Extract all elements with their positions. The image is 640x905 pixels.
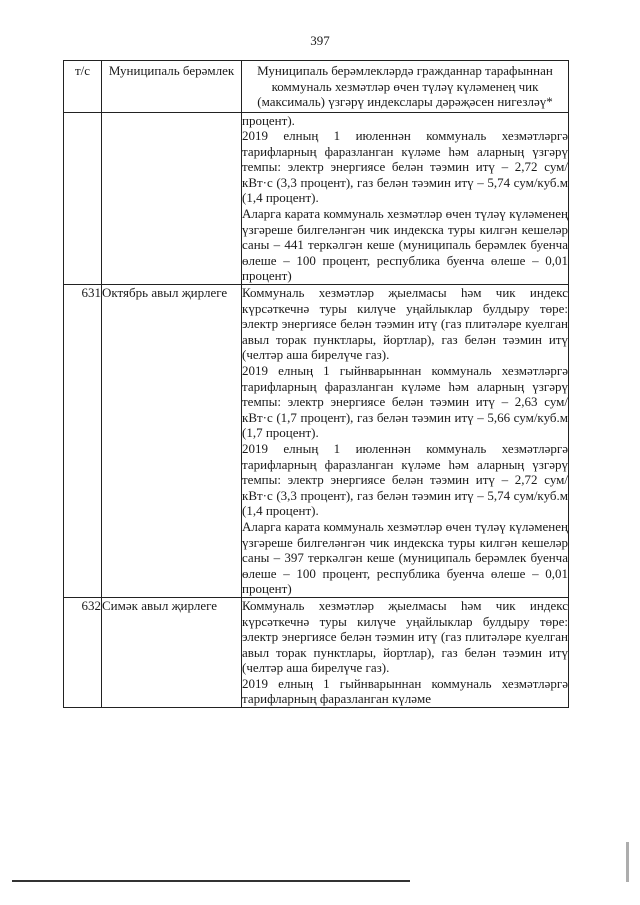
row-municipality: Октябрь авыл җирлеге: [102, 285, 242, 598]
page-number: 397: [310, 33, 330, 48]
tariff-table: [63, 60, 569, 708]
table-header-row: [64, 61, 569, 113]
row-number: 632: [64, 597, 102, 707]
row-municipality: [102, 112, 242, 285]
paragraph: Аларга карата коммуналь хезмәтләр өчен түләү күләменең үзгәреше билгеләнгән чик индекска туры килгән кешеләр саны – 441 теркәлгән кеше (муниципаль берәмлек буенча өлеше – 100 процент, республика буенча өлеше – 0,01 процент): [242, 206, 568, 284]
row-justification: [242, 285, 569, 598]
row-justification: [242, 112, 569, 285]
paragraph: 2019 елның 1 гыйнварыннан коммуналь хезмәтләргә тарифларның фаразланган күләме һәм аларның үзгәрү темпы: электр энергиясе белән тәэмин итү – 2,63 сум/кВт·с (1,7 процент), газ белән тәэмин итү – 5,66 сум/куб.м (1,7 процент).: [242, 363, 568, 441]
scan-edge-mark: [626, 842, 629, 882]
paragraph: 2019 елның 1 июленнән коммуналь хезмәтләргә тарифларның фаразланган күләме һәм аларның үзгәрү темпы: электр энергиясе белән тәэмин итү – 2,72 сум/кВт·с (3,3 процент), газ белән тәэмин итү – 5,74 сум/куб.м (1,4 процент).: [242, 440, 568, 519]
paragraph: Коммуналь хезмәтләр җыелмасы һәм чик индекс күрсәткечнә туры килүче уңайлыклар булдыру төре: электр энергиясе белән тәэмин итү (газ плитәләре куелган авыл торак пунктлары, йортлар), газ белән тәэмин итү (челтәр аша бирелүче газ).: [242, 597, 568, 676]
paragraph: Коммуналь хезмәтләр җыелмасы һәм чик индекс күрсәткечнә туры килүче уңайлыклар булдыру төре: электр энергиясе белән тәэмин итү (газ плитәләре куелган авыл торак пунктлары, йортлар), газ белән тәэмин итү (челтәр аша бирелүче газ).: [242, 285, 568, 363]
row-municipality: Симәк авыл җирлеге: [102, 597, 242, 707]
header-justification: Муниципаль берәмлекләрдә гражданнар тарафыннан коммуналь хезмәтләр өчен түләү күләменең чик (максималь) үзгәрү индекслары дәрәҗәсен нигезләү*: [242, 61, 569, 113]
table-row: [64, 285, 569, 598]
row-number: 631: [64, 285, 102, 598]
row-justification: [242, 597, 569, 707]
table-row: [64, 597, 569, 707]
header-number: т/с: [64, 61, 102, 113]
table-row: [64, 112, 569, 285]
paragraph: 2019 елның 1 гыйнварыннан коммуналь хезмәтләргә тарифларның фаразланган күләме: [242, 675, 568, 707]
row-number: [64, 112, 102, 285]
paragraph: Аларга карата коммуналь хезмәтләр өчен түләү күләменең үзгәреше билгеләнгән чик индекска туры килгән кешеләр саны – 397 теркәлгән кеше (муниципаль берәмлек буенча өлеше – 100 процент, республика буенча өлеше – 0,01 процент): [242, 518, 568, 597]
paragraph: процент).: [242, 112, 295, 128]
paragraph: 2019 елның 1 июленнән коммуналь хезмәтләргә тарифларның фаразланган күләме һәм аларның үзгәрү темпы: электр энергиясе белән тәэмин итү – 2,72 сум/кВт·с (3,3 процент), газ белән тәэмин итү – 5,74 сум/куб.м (1,4 процент).: [242, 128, 568, 206]
scan-bottom-rule: [12, 880, 410, 882]
header-municipality: Муниципаль берәмлек: [102, 61, 242, 113]
